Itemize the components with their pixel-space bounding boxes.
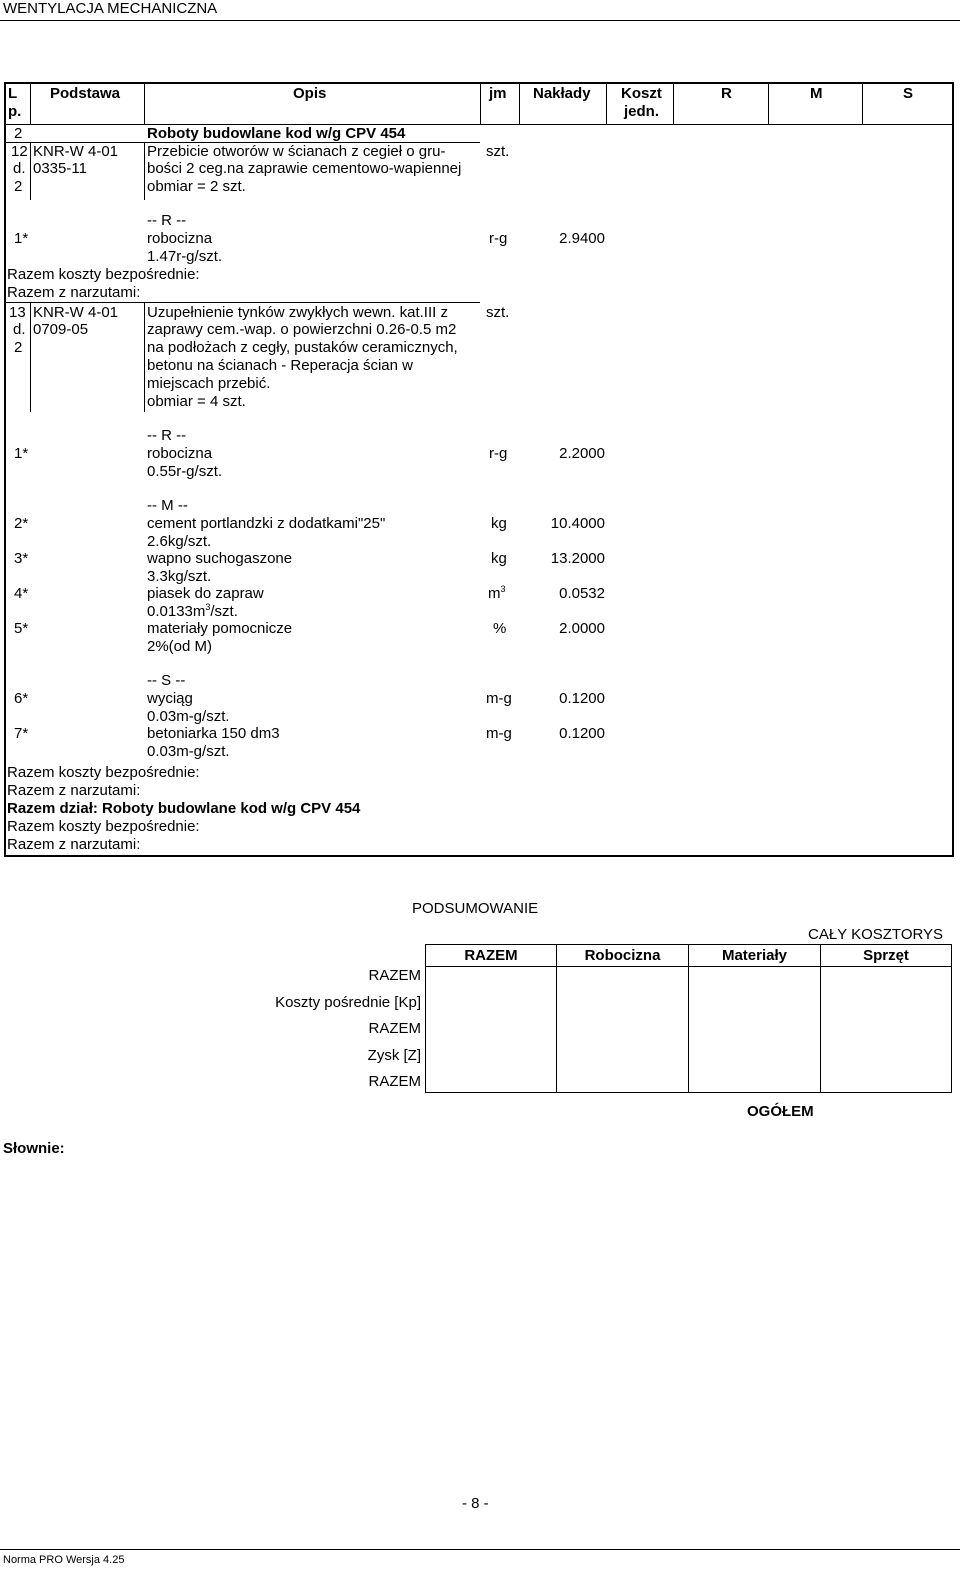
resource-name: piasek do zapraw xyxy=(147,585,264,602)
resource-name: materiały pomocnicze xyxy=(147,620,293,637)
resource-name: wapno suchogaszone xyxy=(147,550,293,567)
summary-col-materials: Materiały xyxy=(721,947,788,964)
summary-subtitle: CAŁY KOSZTORYS xyxy=(808,926,944,943)
resource-quantity: 2.2000 xyxy=(559,445,605,462)
item-unit: szt. xyxy=(486,143,510,160)
software-version: Norma PRO Wersja 4.25 xyxy=(3,1554,125,1566)
resource-quantity: 0.1200 xyxy=(559,725,605,742)
document-title: WENTYLACJA MECHANICZNA xyxy=(3,0,218,17)
item-description-line: bości 2 ceg.na zaprawie cementowo-wapiennej xyxy=(147,160,462,177)
item-lp-suffix-2: 2 xyxy=(14,339,23,356)
item-description-line: betonu na ścianach - Reperacja ścian w xyxy=(147,357,413,374)
col-m: M xyxy=(810,85,823,102)
resource-number: 2* xyxy=(14,515,29,532)
col-r: R xyxy=(721,85,732,102)
col-koszt-2: jedn. xyxy=(624,103,660,120)
resource-number: 5* xyxy=(14,620,29,637)
resource-norm: 0.55r-g/szt. xyxy=(147,463,223,480)
item-description-line: zaprawy cem.-wap. o powierzchni 0.26-0.5 m2 xyxy=(147,321,457,338)
resource-unit: m-g xyxy=(486,725,512,742)
col-podstawa: Podstawa xyxy=(50,85,121,102)
resource-norm: 2.6kg/szt. xyxy=(147,533,212,550)
group-header-s: -- S -- xyxy=(147,672,186,689)
col-opis: Opis xyxy=(293,85,327,102)
resource-quantity: 0.1200 xyxy=(559,690,605,707)
col-s: S xyxy=(903,85,914,102)
col-jm: jm xyxy=(489,85,507,102)
section-total-direct: Razem koszty bezpośrednie: xyxy=(7,818,200,835)
item-description-line: na podłożach z cegły, pustaków ceramicznych, xyxy=(147,339,458,356)
item-lp: 12 xyxy=(11,143,28,160)
summary-title: PODSUMOWANIE xyxy=(412,900,539,917)
resource-unit: $m^3$ xyxy=(488,584,506,602)
resource-unit: kg xyxy=(491,550,507,567)
resource-name: betoniarka 150 dm3 xyxy=(147,725,280,742)
summary-row-label: RAZEM xyxy=(368,967,421,984)
resource-number: 4* xyxy=(14,585,29,602)
page-number: - 8 - xyxy=(462,1495,489,1512)
item-description: Uzupełnienie tynków zwykłych wewn. kat.III z xyxy=(147,304,448,321)
summary-col-total: RAZEM xyxy=(464,947,518,964)
section-total-markup: Razem z narzutami: xyxy=(7,836,141,853)
item-unit: szt. xyxy=(486,304,510,321)
col-naklady: Nakłady xyxy=(533,85,591,102)
resource-unit: m-g xyxy=(486,690,512,707)
total-direct-costs: Razem koszty bezpośrednie: xyxy=(7,764,200,781)
summary-row-label: RAZEM xyxy=(368,1020,421,1037)
section-title: Roboty budowlane kod w/g CPV 454 xyxy=(147,125,406,142)
total-with-markup: Razem z narzutami: xyxy=(7,284,141,301)
col-lp-2: p. xyxy=(8,103,22,120)
resource-unit: r-g xyxy=(489,445,508,462)
resource-number: 3* xyxy=(14,550,29,567)
table-left-border xyxy=(4,82,6,857)
group-header-r: -- R -- xyxy=(147,212,187,229)
summary-row-label: RAZEM xyxy=(368,1073,421,1090)
item-basis-code: 0335-11 xyxy=(33,160,87,177)
item-lp-suffix-2: 2 xyxy=(14,178,23,195)
resource-norm: 0.03m-g/szt. xyxy=(147,743,230,760)
resource-name: robocizna xyxy=(147,445,213,462)
header-rule xyxy=(0,20,960,21)
item-description-line: miejscach przebić. xyxy=(147,375,271,392)
total-direct-costs: Razem koszty bezpośrednie: xyxy=(7,266,200,283)
resource-unit: r-g xyxy=(489,230,508,247)
footer-rule xyxy=(0,1549,960,1550)
section-number: 2 xyxy=(14,125,23,142)
resource-norm: 0.03m-g/szt. xyxy=(147,708,230,725)
item-lp-suffix: d. xyxy=(13,321,26,338)
table-bottom-border xyxy=(4,855,954,857)
summary-row-label: Zysk [Z] xyxy=(367,1047,421,1064)
resource-number: 6* xyxy=(14,690,29,707)
col-koszt: Koszt xyxy=(621,85,662,102)
resource-number: 7* xyxy=(14,725,29,742)
item-basis-code: 0709-05 xyxy=(33,321,89,338)
item-basis: KNR-W 4-01 xyxy=(33,143,119,160)
group-header-r: -- R -- xyxy=(147,427,187,444)
item-quantity-note: obmiar = 2 szt. xyxy=(147,178,246,195)
resource-name: robocizna xyxy=(147,230,213,247)
summary-col-labor: Robocizna xyxy=(584,947,661,964)
resource-quantity: 13.2000 xyxy=(550,550,605,567)
resource-unit: % xyxy=(493,620,507,637)
resource-name: wyciąg xyxy=(147,690,193,707)
resource-name: cement portlandzki z dodatkami"25" xyxy=(147,515,386,532)
resource-number: 1* xyxy=(14,230,29,247)
item-lp-suffix: d. xyxy=(13,160,26,177)
item-quantity-note: obmiar = 4 szt. xyxy=(147,393,246,410)
col-lp: L xyxy=(8,85,18,102)
resource-quantity: 10.4000 xyxy=(550,515,605,532)
resource-quantity: 0.0532 xyxy=(559,585,605,602)
resource-norm: 2%(od M) xyxy=(147,638,213,655)
resource-quantity: 2.9400 xyxy=(559,230,605,247)
total-with-markup: Razem z narzutami: xyxy=(7,782,141,799)
section-total-title: Razem dział: Roboty budowlane kod w/g CPV 454 xyxy=(7,800,361,817)
table-top-border xyxy=(4,82,954,84)
amount-in-words-label: Słownie: xyxy=(3,1140,65,1157)
resource-norm: 3.3kg/szt. xyxy=(147,568,212,585)
item-basis: KNR-W 4-01 xyxy=(33,304,119,321)
item-lp: 13 xyxy=(9,304,26,321)
group-header-m: -- M -- xyxy=(147,497,188,514)
summary-row-label: Koszty pośrednie [Kp] xyxy=(275,994,421,1011)
table-right-border xyxy=(952,82,954,857)
resource-unit: kg xyxy=(491,515,507,532)
summary-grand-total: OGÓŁEM xyxy=(747,1103,814,1120)
resource-number: 1* xyxy=(14,445,29,462)
resource-norm: $0.0133m^3$/szt. xyxy=(147,602,238,620)
resource-norm: 1.47r-g/szt. xyxy=(147,248,223,265)
item-description: Przebicie otworów w ścianach z cegieł o gru- xyxy=(147,143,446,160)
summary-col-equipment: Sprzęt xyxy=(863,947,909,964)
resource-quantity: 2.0000 xyxy=(559,620,605,637)
